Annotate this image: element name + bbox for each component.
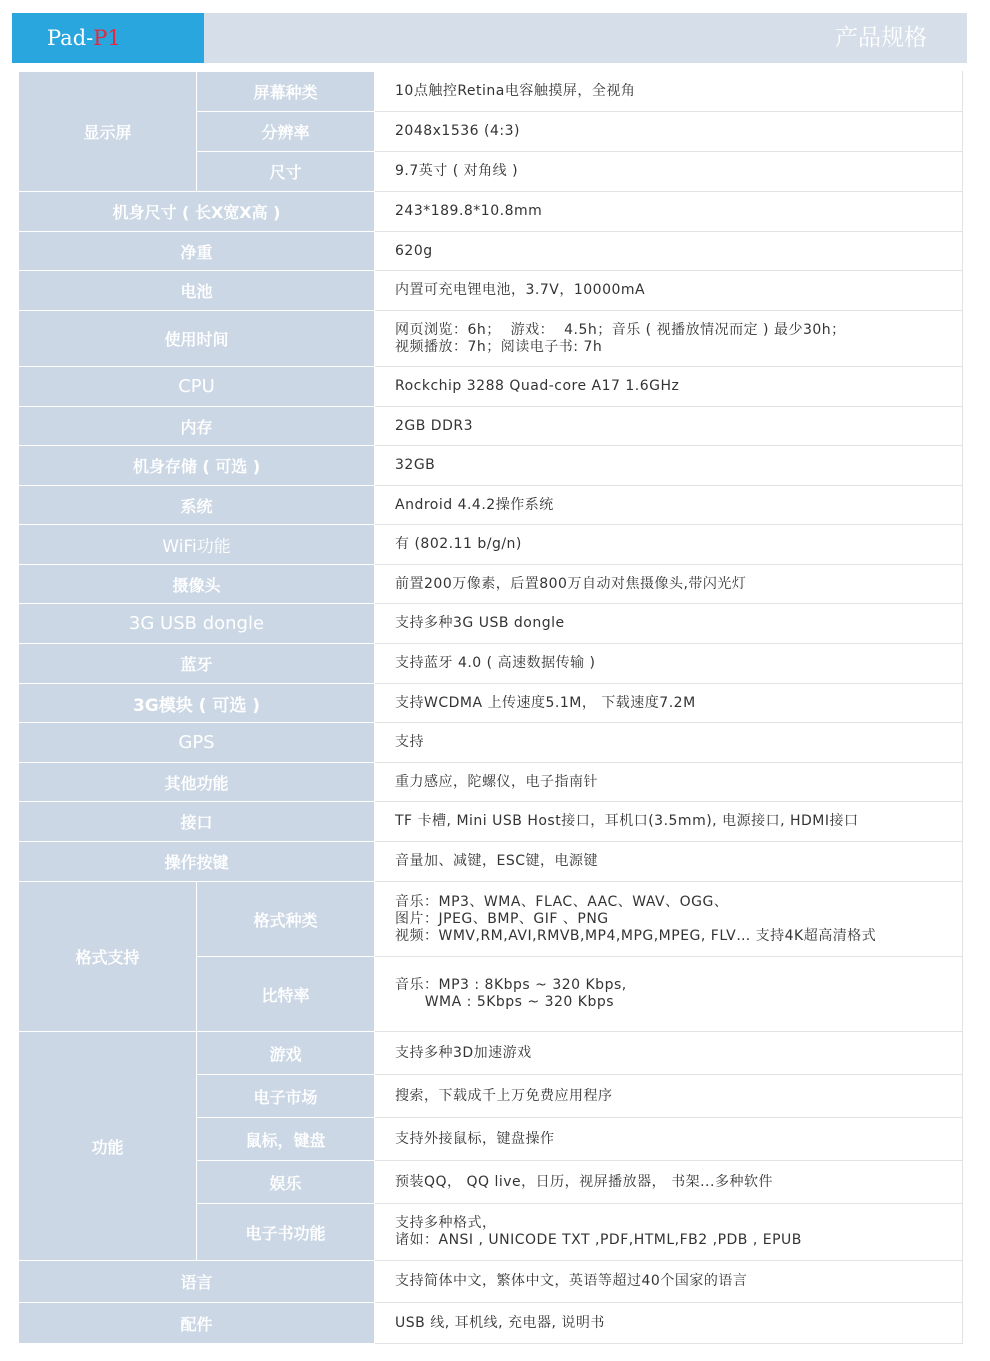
spec-row-gps: [19, 723, 963, 763]
spec-label-storage: 机身存储 ( 可选 ): [19, 446, 375, 486]
spec-label-weight: 净重: [19, 232, 375, 271]
spec-value-gps: 支持: [375, 723, 963, 763]
section-title: 产品规格: [835, 25, 927, 51]
spec-group-label-format-support: 格式支持: [19, 882, 197, 1032]
spec-row-buttons: [19, 842, 963, 882]
spec-label-usage-time: 使用时间: [19, 311, 375, 367]
spec-label-entertainment: 娱乐: [197, 1161, 375, 1204]
spec-row-weight: [19, 232, 963, 271]
spec-value-accessories: USB 线, 耳机线, 充电器, 说明书: [375, 1303, 963, 1344]
spec-label-memory: 内存: [19, 407, 375, 446]
ebook-line-1: 支持多种格式，: [395, 1215, 497, 1231]
spec-label-language: 语言: [19, 1261, 375, 1303]
spec-value-bluetooth: 支持蓝牙 4.0 ( 高速数据传输 ): [375, 644, 963, 684]
format-types-line-3: 视频：WMV,RM,AVI,RMVB,MP4,MPG,MPEG, FLV… 支持4K超高清格式: [395, 927, 877, 944]
spec-table: [18, 71, 963, 1344]
spec-value-weight: 620g: [375, 232, 963, 271]
spec-row-3g-module: [19, 684, 963, 723]
spec-row-storage: [19, 446, 963, 486]
spec-row-memory: [19, 407, 963, 446]
spec-value-dimensions: 243*189.8*10.8mm: [375, 192, 963, 232]
spec-value-usage-time: [375, 311, 963, 367]
spec-row-games: [19, 1032, 963, 1075]
spec-value-screen-type: 10点触控Retina电容触摸屏，全视角: [375, 72, 963, 112]
spec-value-buttons: 音量加、减键，ESC键，电源键: [375, 842, 963, 882]
spec-row-accessories: [19, 1303, 963, 1344]
spec-label-accessories: 配件: [19, 1303, 375, 1344]
spec-label-games: 游戏: [197, 1032, 375, 1075]
spec-value-other: 重力感应，陀螺仪，电子指南针: [375, 763, 963, 802]
spec-label-buttons: 操作按键: [19, 842, 375, 882]
spec-value-wifi: 有 (802.11 b/g/n): [375, 525, 963, 565]
spec-row-wifi: [19, 525, 963, 565]
spec-label-ebook: 电子书功能: [197, 1204, 375, 1261]
spec-row-cpu: [19, 367, 963, 407]
spec-label-camera: 摄像头: [19, 565, 375, 604]
spec-value-camera: 前置200万像素，后置800万自动对焦摄像头,带闪光灯: [375, 565, 963, 604]
spec-label-screen-type: 屏幕种类: [197, 72, 375, 112]
spec-row-bluetooth: [19, 644, 963, 684]
spec-value-usb-dongle: 支持多种3G USB dongle: [375, 604, 963, 644]
spec-value-resolution: 2048x1536 (4:3): [375, 112, 963, 152]
header-bar: [12, 13, 967, 63]
spec-row-language: [19, 1261, 963, 1303]
spec-value-entertainment: 预装QQ， QQ live，日历，视屏播放器， 书架...多种软件: [375, 1161, 963, 1204]
spec-label-resolution: 分辨率: [197, 112, 375, 152]
spec-label-market: 电子市场: [197, 1075, 375, 1118]
spec-row-usage-time: [19, 311, 963, 367]
spec-row-other: [19, 763, 963, 802]
spec-label-battery: 电池: [19, 271, 375, 311]
spec-label-size: 尺寸: [197, 152, 375, 192]
bitrate-line-2: WMA : 5Kbps ~ 320 Kbps: [395, 994, 615, 1010]
spec-label-cpu: CPU: [19, 367, 375, 407]
spec-label-wifi: WiFi功能: [19, 525, 375, 565]
spec-label-bluetooth: 蓝牙: [19, 644, 375, 684]
spec-label-mouse-keyboard: 鼠标，键盘: [197, 1118, 375, 1161]
spec-label-3g-module: 3G模块 ( 可选 ): [19, 684, 375, 723]
spec-row-screen-type: [19, 72, 963, 112]
product-model-prefix: Pad-: [47, 26, 94, 50]
format-types-line-1: 音乐：MP3、WMA、FLAC、AAC、WAV、OGG、: [395, 893, 729, 910]
spec-value-system: Android 4.4.2操作系统: [375, 486, 963, 525]
spec-value-storage: 32GB: [375, 446, 963, 486]
usage-time-line-2: 视频播放：7h；阅读电子书: 7h: [395, 338, 603, 355]
spec-value-cpu: Rockchip 3288 Quad-core A17 1.6GHz: [375, 367, 963, 407]
spec-value-battery: 内置可充电锂电池，3.7V，10000mA: [375, 271, 963, 311]
bitrate-line-1: 音乐：MP3 : 8Kbps ~ 320 Kbps,: [395, 977, 627, 993]
spec-label-gps: GPS: [19, 723, 375, 763]
product-model-tab: [12, 13, 204, 63]
spec-value-size: 9.7英寸 ( 对角线 ): [375, 152, 963, 192]
spec-label-other: 其他功能: [19, 763, 375, 802]
ebook-line-2: 诸如：ANSI , UNICODE TXT ,PDF,HTML,FB2 ,PDB , EPUB: [395, 1232, 802, 1248]
spec-row-format-types: [19, 882, 963, 957]
spec-value-games: 支持多种3D加速游戏: [375, 1032, 963, 1075]
spec-value-mouse-keyboard: 支持外接鼠标，键盘操作: [375, 1118, 963, 1161]
spec-value-format-types: [375, 882, 963, 957]
spec-label-usb-dongle: 3G USB dongle: [19, 604, 375, 644]
spec-label-bitrate: 比特率: [197, 957, 375, 1032]
spec-value-language: 支持简体中文，繁体中文，英语等超过40个国家的语言: [375, 1261, 963, 1303]
spec-row-battery: [19, 271, 963, 311]
spec-row-dimensions: [19, 192, 963, 232]
spec-value-market: 搜索，下载成千上万免费应用程序: [375, 1075, 963, 1118]
spec-value-bitrate: [375, 957, 963, 1032]
spec-label-dimensions: 机身尺寸 ( 长X宽X高 ): [19, 192, 375, 232]
spec-row-system: [19, 486, 963, 525]
usage-time-line-1: 网页浏览：6h； 游戏： 4.5h；音乐 ( 视播放情况而定 ) 最少30h；: [395, 321, 846, 338]
spec-value-ports: TF 卡槽, Mini USB Host接口，耳机口(3.5mm), 电源接口, HDMI接口: [375, 802, 963, 842]
spec-value-memory: 2GB DDR3: [375, 407, 963, 446]
spec-row-ports: [19, 802, 963, 842]
format-types-line-2: 图片：JPEG、BMP、GIF 、PNG: [395, 910, 609, 927]
product-model-suffix: P1: [93, 26, 121, 50]
spec-label-system: 系统: [19, 486, 375, 525]
spec-row-usb-dongle: [19, 604, 963, 644]
spec-value-3g-module: 支持WCDMA 上传速度5.1M， 下载速度7.2M: [375, 684, 963, 723]
spec-label-ports: 接口: [19, 802, 375, 842]
spec-group-label-display: 显示屏: [19, 72, 197, 192]
spec-label-format-types: 格式种类: [197, 882, 375, 957]
spec-group-label-functions: 功能: [19, 1032, 197, 1261]
spec-row-camera: [19, 565, 963, 604]
spec-value-ebook: [375, 1204, 963, 1261]
